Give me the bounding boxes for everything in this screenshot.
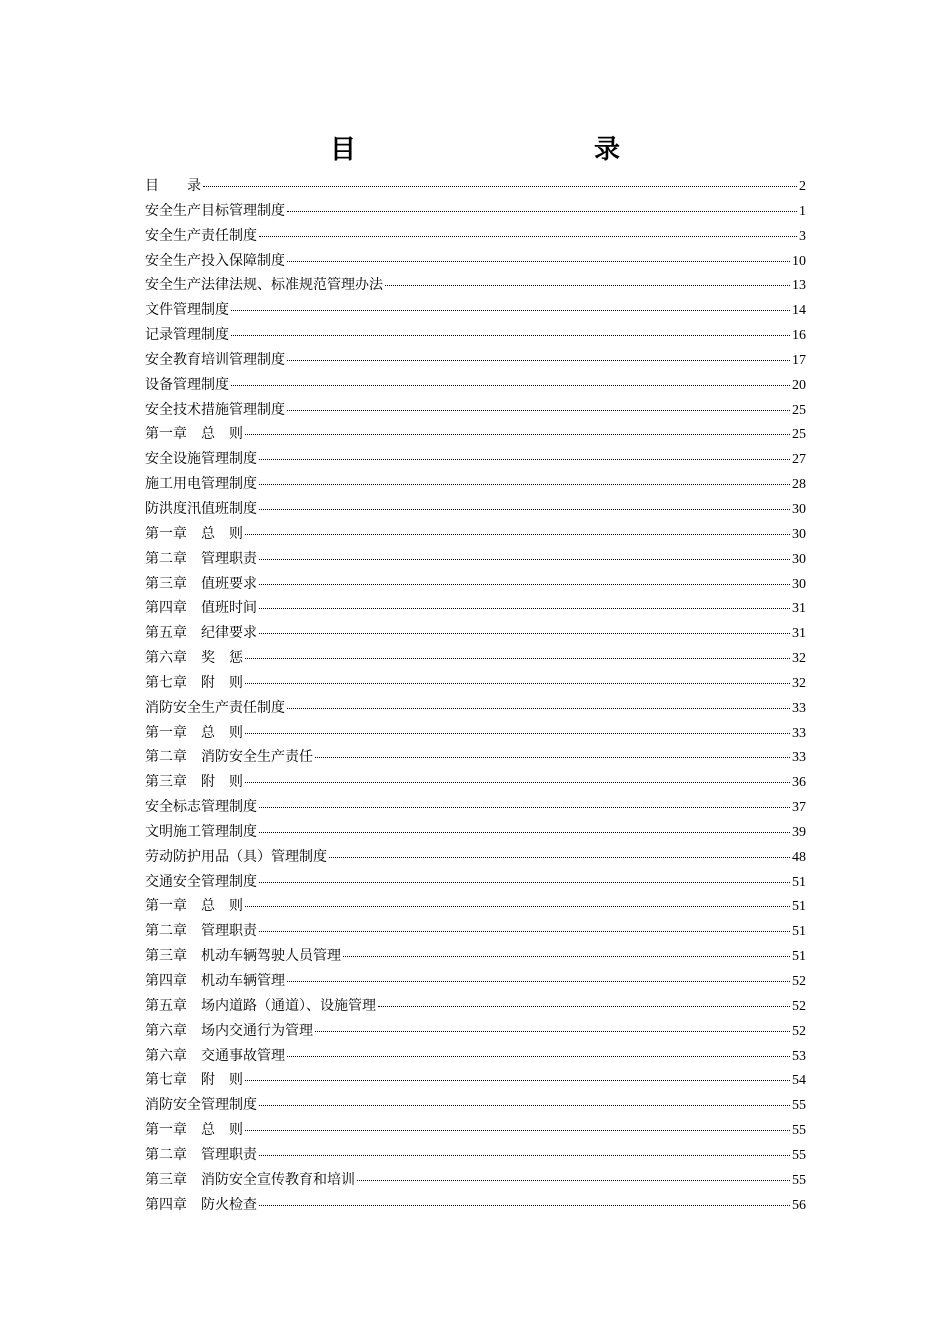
toc-entry[interactable] (145, 249, 806, 274)
toc-entry-page-number: 25 (792, 402, 806, 418)
toc-entry-label: 安全教育培训管理制度 (145, 351, 285, 368)
toc-entry[interactable] (145, 348, 806, 373)
toc-entry-label: 第一章 总 则 (145, 1122, 243, 1139)
toc-entry-label: 第一章 总 则 (145, 426, 243, 443)
toc-entry-page-number: 33 (792, 725, 806, 741)
toc-entry[interactable] (145, 1093, 806, 1118)
toc-entry-page-number: 39 (792, 824, 806, 840)
toc-entry[interactable] (145, 721, 806, 746)
toc-dot-leader (245, 782, 790, 783)
toc-entry-page-number: 51 (792, 874, 806, 890)
toc-entry[interactable] (145, 572, 806, 597)
toc-entry-label: 第六章 交通事故管理 (145, 1047, 285, 1064)
toc-entry[interactable] (145, 1193, 806, 1218)
toc-dot-leader (203, 186, 797, 187)
toc-entry-label: 第一章 总 则 (145, 724, 243, 741)
toc-entry-page-number: 1 (799, 203, 806, 219)
toc-entry-page-number: 55 (792, 1172, 806, 1188)
toc-entry-page-number: 33 (792, 750, 806, 766)
toc-entry[interactable] (145, 472, 806, 497)
toc-entry[interactable] (145, 969, 806, 994)
toc-dot-leader (245, 906, 790, 907)
toc-dot-leader (287, 261, 790, 262)
toc-dot-leader (259, 1205, 790, 1206)
toc-entry-label: 防洪度汛值班制度 (145, 500, 257, 517)
toc-entry[interactable] (145, 646, 806, 671)
toc-entry-page-number: 14 (792, 303, 806, 319)
toc-entry-page-number: 55 (792, 1123, 806, 1139)
toc-entry[interactable] (145, 870, 806, 895)
toc-entry-page-number: 17 (792, 352, 806, 368)
toc-entry[interactable] (145, 373, 806, 398)
toc-dot-leader (259, 608, 790, 609)
toc-dot-leader (259, 633, 790, 634)
toc-entry-label: 第三章 机动车辆驾驶人员管理 (145, 948, 341, 965)
toc-dot-leader (245, 1080, 790, 1081)
toc-entry[interactable] (145, 1019, 806, 1044)
toc-entry[interactable] (145, 1143, 806, 1168)
toc-dot-leader (245, 733, 790, 734)
toc-entry-page-number: 28 (792, 477, 806, 493)
toc-entry-label: 安全标志管理制度 (145, 799, 257, 816)
toc-entry-label: 第二章 消防安全生产责任 (145, 749, 313, 766)
toc-dot-leader (231, 310, 790, 311)
toc-entry-page-number: 31 (792, 601, 806, 617)
toc-entry-page-number: 31 (792, 626, 806, 642)
toc-entry-page-number: 51 (792, 924, 806, 940)
toc-entry[interactable] (145, 224, 806, 249)
toc-dot-leader (245, 1130, 790, 1131)
toc-entry-page-number: 54 (792, 1073, 806, 1089)
toc-entry[interactable] (145, 919, 806, 944)
toc-entry-page-number: 2 (799, 179, 806, 194)
toc-entry[interactable] (145, 1044, 806, 1069)
toc-entry-page-number: 27 (792, 452, 806, 468)
toc-entry[interactable] (145, 944, 806, 969)
toc-entry[interactable] (145, 845, 806, 870)
toc-dot-leader (259, 931, 790, 932)
toc-entry-page-number: 30 (792, 501, 806, 517)
toc-entry-label: 第三章 附 则 (145, 774, 243, 791)
toc-dot-leader (259, 236, 797, 237)
toc-entry[interactable] (145, 894, 806, 919)
toc-entry-page-number: 52 (792, 1023, 806, 1039)
toc-entry-label: 安全生产目标管理制度 (145, 202, 285, 219)
toc-entry-page-number: 25 (792, 427, 806, 443)
toc-entry-label: 记录管理制度 (145, 327, 229, 344)
toc-entry-label: 安全生产责任制度 (145, 227, 257, 244)
toc-entry-page-number: 51 (792, 949, 806, 965)
toc-entry[interactable] (145, 398, 806, 423)
toc-dot-leader (315, 1031, 790, 1032)
toc-entry[interactable] (145, 696, 806, 721)
toc-entry[interactable] (145, 1118, 806, 1143)
toc-entry-page-number: 52 (792, 998, 806, 1014)
toc-entry[interactable] (145, 323, 806, 348)
toc-entry-label: 文明施工管理制度 (145, 823, 257, 840)
toc-dot-leader (231, 385, 790, 386)
toc-entry[interactable] (145, 422, 806, 447)
toc-dot-leader (231, 335, 790, 336)
toc-dot-leader (259, 1155, 790, 1156)
toc-entry[interactable] (145, 770, 806, 795)
toc-entry[interactable] (145, 671, 806, 696)
toc-entry-page-number: 32 (792, 675, 806, 691)
toc-entry-page-number: 52 (792, 974, 806, 989)
toc-entry-label: 第七章 附 则 (145, 674, 243, 691)
toc-dot-leader (245, 434, 790, 435)
toc-entry-label: 第四章 防火检查 (145, 1196, 257, 1213)
toc-entry-page-number: 20 (792, 377, 806, 393)
toc-entry-page-number: 32 (792, 651, 806, 667)
toc-entry-label: 第六章 奖 惩 (145, 650, 243, 667)
toc-dot-leader (259, 807, 790, 808)
toc-entry-label: 安全生产投入保障制度 (145, 252, 285, 269)
table-of-contents (145, 174, 806, 1217)
toc-entry-page-number: 33 (792, 700, 806, 716)
toc-entry[interactable] (145, 621, 806, 646)
toc-dot-leader (259, 1105, 790, 1106)
toc-entry[interactable] (145, 994, 806, 1019)
toc-dot-leader (259, 559, 790, 560)
toc-entry-page-number: 48 (792, 849, 806, 865)
toc-entry[interactable] (145, 795, 806, 820)
toc-dot-leader (287, 410, 790, 411)
toc-entry-page-number: 16 (792, 328, 806, 344)
toc-entry-label: 劳动防护用品（具）管理制度 (145, 848, 327, 865)
toc-entry[interactable] (145, 447, 806, 472)
toc-entry-page-number: 13 (792, 278, 806, 294)
toc-dot-leader (259, 832, 790, 833)
toc-entry-page-number: 37 (792, 800, 806, 816)
toc-entry-label: 文件管理制度 (145, 302, 229, 319)
toc-entry-page-number: 53 (792, 1048, 806, 1064)
toc-entry-label: 第一章 总 则 (145, 525, 243, 542)
toc-entry-page-number: 51 (792, 899, 806, 915)
toc-entry[interactable] (145, 522, 806, 547)
toc-entry-label: 安全技术措施管理制度 (145, 401, 285, 418)
toc-entry-page-number: 30 (792, 551, 806, 567)
toc-dot-leader (259, 509, 790, 510)
toc-entry-label: 第二章 管理职责 (145, 550, 257, 567)
toc-entry-label: 第二章 管理职责 (145, 1146, 257, 1163)
toc-dot-leader (315, 757, 790, 758)
toc-entry[interactable] (145, 174, 806, 199)
toc-entry-label: 第五章 纪律要求 (145, 625, 257, 642)
toc-entry[interactable] (145, 820, 806, 845)
toc-dot-leader (378, 1006, 790, 1007)
toc-dot-leader (287, 708, 790, 709)
toc-entry-label: 第七章 附 则 (145, 1072, 243, 1089)
toc-entry[interactable] (145, 497, 806, 522)
toc-dot-leader (343, 956, 790, 957)
toc-dot-leader (329, 857, 790, 858)
toc-entry-label: 消防安全生产责任制度 (145, 699, 285, 716)
toc-entry[interactable] (145, 596, 806, 621)
toc-entry-label: 第三章 值班要求 (145, 575, 257, 592)
toc-entry[interactable] (145, 547, 806, 572)
toc-dot-leader (385, 285, 790, 286)
toc-entry-label: 消防安全管理制度 (145, 1097, 257, 1114)
toc-entry-page-number: 36 (792, 775, 806, 791)
toc-entry[interactable] (145, 273, 806, 298)
toc-dot-leader (245, 683, 790, 684)
toc-entry-label: 施工用电管理制度 (145, 476, 257, 493)
toc-dot-leader (287, 211, 797, 212)
toc-entry-page-number: 55 (792, 1147, 806, 1163)
toc-entry[interactable] (145, 1168, 806, 1193)
toc-entry-page-number: 30 (792, 576, 806, 592)
toc-dot-leader (259, 584, 790, 585)
toc-dot-leader (245, 534, 790, 535)
toc-dot-leader (287, 1056, 790, 1057)
toc-dot-leader (245, 658, 790, 659)
toc-entry[interactable] (145, 199, 806, 224)
toc-entry[interactable] (145, 1068, 806, 1093)
toc-entry-label: 第二章 管理职责 (145, 923, 257, 940)
toc-entry-label: 交通安全管理制度 (145, 873, 257, 890)
toc-dot-leader (259, 882, 790, 883)
toc-dot-leader (287, 360, 790, 361)
toc-dot-leader (259, 484, 790, 485)
page-title: 目 录 (329, 135, 682, 165)
toc-entry[interactable] (145, 745, 806, 770)
toc-entry-label: 安全生产法律法规、标准规范管理办法 (145, 277, 383, 294)
toc-entry-label: 安全设施管理制度 (145, 451, 257, 468)
toc-entry-label: 设备管理制度 (145, 376, 229, 393)
toc-entry-label: 第四章 机动车辆管理 (145, 973, 285, 989)
toc-entry-label: 第三章 消防安全宣传教育和培训 (145, 1171, 355, 1188)
toc-entry[interactable] (145, 298, 806, 323)
toc-entry-page-number: 10 (792, 253, 806, 269)
toc-entry-label: 第一章 总 则 (145, 898, 243, 915)
toc-entry-page-number: 3 (799, 228, 806, 244)
toc-dot-leader (287, 981, 790, 982)
toc-dot-leader (357, 1180, 790, 1181)
toc-entry-label: 第五章 场内道路（通道）、设施管理 (145, 997, 376, 1014)
toc-entry-page-number: 56 (792, 1197, 806, 1213)
toc-entry-label: 目 录 (145, 178, 201, 194)
toc-entry-page-number: 55 (792, 1098, 806, 1114)
toc-entry-label: 第六章 场内交通行为管理 (145, 1022, 313, 1039)
toc-entry-label: 第四章 值班时间 (145, 600, 257, 617)
toc-dot-leader (259, 459, 790, 460)
toc-entry-page-number: 30 (792, 526, 806, 542)
